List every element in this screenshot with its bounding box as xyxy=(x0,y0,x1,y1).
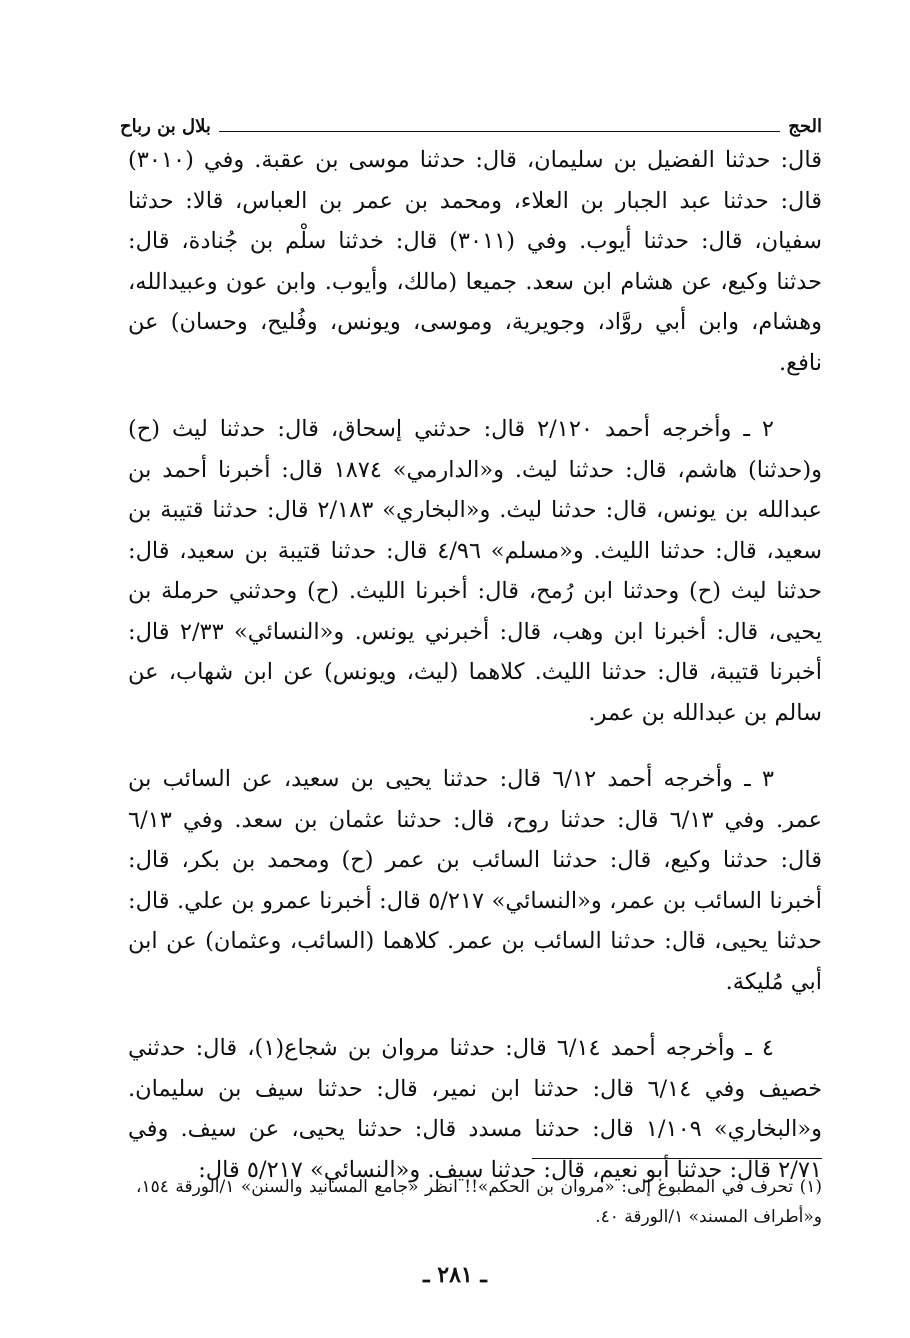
header-chapter-title: الحج xyxy=(788,116,822,137)
paragraph-2: ٢ ـ وأخرجه أحمد ٢/١٢٠ قال: حدثني إسحاق، قال: حدثنا ليث (ح) و(حدثنا) هاشم، قال: حدثنا ليث. و«الدارمي» ١٨٧٤ قال: أخبرنا أحمد بن عبدالله بن يونس، قال: حدثنا ليث. و«البخاري» ٢/١٨٣ قال: حدثنا قتيبة بن سعيد، قال: حدثنا الليث. و«مسلم» ٤/٩٦ قال: حدثنا قتيبة بن سعيد، قال: حدثنا ليث (ح) وحدثنا ابن رُمح، قال: أخبرنا الليث. (ح) وحدثني حرملة بن يحيى، قال: أخبرنا ابن وهب، قال: أخبرني يونس. و«النسائي» ٢/٣٣ قال: أخبرنا قتيبة، قال: حدثنا الليث. كلاهما (ليث، ويونس) عن ابن شهاب، عن سالم بن عبدالله بن عمر. xyxy=(128,416,822,726)
paragraph-3: ٣ ـ وأخرجه أحمد ٦/١٢ قال: حدثنا يحيى بن سعيد، عن السائب بن عمر. وفي ٦/١٣ قال: حدثنا روح، قال: حدثنا عثمان بن سعد. وفي ٦/١٣ قال: حدثنا وكيع، قال: حدثنا السائب بن عمر (ح) ومحمد بن بكر، قال: أخبرنا السائب بن عمر، و«النسائي» ٥/٢١٧ قال: أخبرنا عمرو بن علي. قال: حدثنا يحيى، قال: حدثنا السائب بن عمر. كلاهما (السائب، وعثمان) عن ابن أبي مُليكة. xyxy=(128,766,823,995)
footnotes xyxy=(136,1172,822,1232)
main-text xyxy=(128,140,822,1190)
header-rule xyxy=(219,131,780,132)
header-section-title: بلال بن رباح xyxy=(120,116,211,137)
paragraph-4: ٤ ـ وأخرجه أحمد ٦/١٤ قال: حدثنا مروان بن شجاع(١)، قال: حدثني خصيف وفي ٦/١٤ قال: حدثنا ابن نمير، قال: حدثنا سيف بن سليمان. و«البخاري» ١/١٠٩ قال: حدثنا مسدد قال: حدثنا يحيى، عن سيف. وفي ٢/٧١ قال: حدثنا أبو نعيم، قال: حدثنا سيف. و«النسائي» ٥/٢١٧ قال: xyxy=(128,1035,822,1183)
paragraph-continuation: قال: حدثنا الفضيل بن سليمان، قال: حدثنا موسى بن عقبة. وفي (٣٠١٠) قال: حدثنا عبد الجبار بن العلاء، ومحمد بن عمر بن العباس، قالا: حدثنا سفيان، قال: حدثنا أيوب. وفي (٣٠١١) قال: خدثنا سلْم بن جُنادة، قال: حدثنا وكيع، عن هشام ابن سعد. جميعا (مالك، وأيوب. وابن عون وعبيدالله، وهشام، وابن أبي روَّاد، وجويرية، وموسى، ويونس، وفُليح، وحسان) عن نافع. xyxy=(128,147,823,376)
footnote-separator xyxy=(532,1158,822,1159)
running-header xyxy=(120,108,822,138)
page-number: ـ ٢٨١ ـ xyxy=(423,1262,487,1288)
footnote-1: (١) تحرف في المطبوع إلى: «مروان بن الحكم»!! انظر «جامع المسانيد والسنن» ١/الورقة ١٥٤، و«أطراف المسند» ١/الورقة ٤٠. xyxy=(136,1177,822,1227)
